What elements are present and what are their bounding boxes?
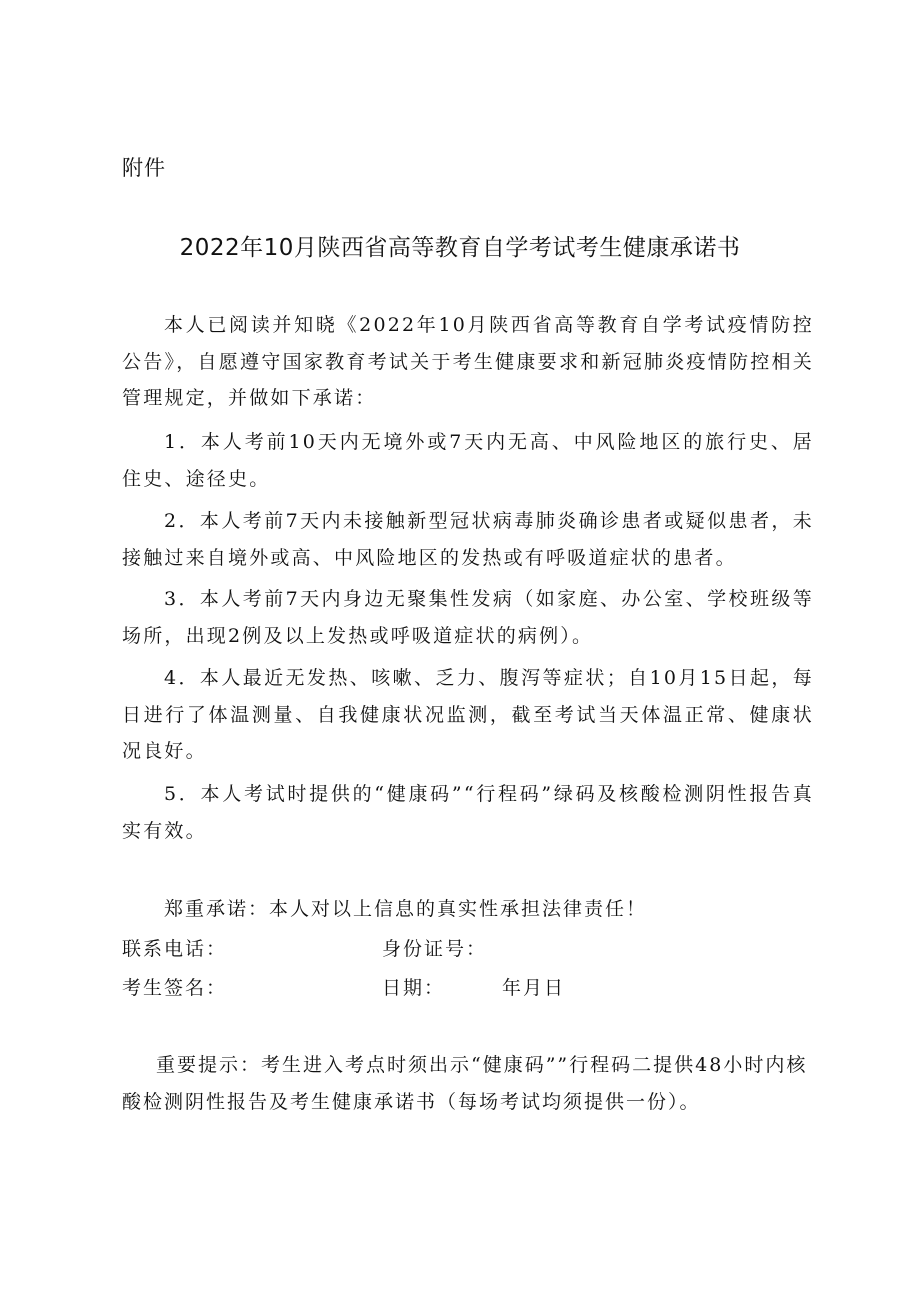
date-units: 年月日 (502, 977, 566, 999)
commitment-item-5: 5．本人考试时提供的“健康码”“行程码”绿码及核酸检测阴性报告真实有效。 (122, 783, 814, 842)
id-number-label: 身份证号： (382, 938, 488, 960)
solemn-pledge: 郑重承诺：本人对以上信息的真实性承担法律责任！ (164, 898, 648, 920)
commitment-item-1: 1．本人考前10天内无境外或7天内无高、中风险地区的旅行史、居住史、途径史。 (122, 431, 814, 490)
document-title: 2022年10月陕西省高等教育自学考试考生健康承诺书 (179, 235, 741, 261)
commitment-item-2: 2．本人考前7天内未接触新型冠状病毒肺炎确诊患者或疑似患者，未接触过来自境外或高、中风险地区的发热或有呼吸道症状的患者。 (122, 510, 814, 569)
intro-paragraph: 本人已阅读并知晓《2022年10月陕西省高等教育自学考试疫情防控公告》，自愿遵守国家教育考试关于考生健康要求和新冠肺炎疫情防控相关管理规定，并做如下承诺： (122, 314, 814, 409)
signature-label: 考生签名： (122, 977, 228, 999)
attachment-label: 附件 (122, 156, 166, 180)
date-label: 日期： (382, 977, 446, 999)
commitment-item-3: 3．本人考前7天内身边无聚集性发病（如家庭、办公室、学校班级等场所，出现2例及以上发热或呼吸道症状的病例）。 (122, 588, 814, 647)
important-note: 重要提示：考生进入考点时须出示“健康码””行程码二提供48小时内核酸检测阴性报告及考生健康承诺书（每场考试均须提供一份）。 (122, 1054, 808, 1113)
phone-label: 联系电话： (122, 938, 228, 960)
commitment-item-4: 4．本人最近无发热、咳嗽、乏力、腹泻等症状；自10月15日起，每日进行了体温测量、自我健康状况监测，截至考试当天体温正常、健康状况良好。 (122, 667, 814, 762)
